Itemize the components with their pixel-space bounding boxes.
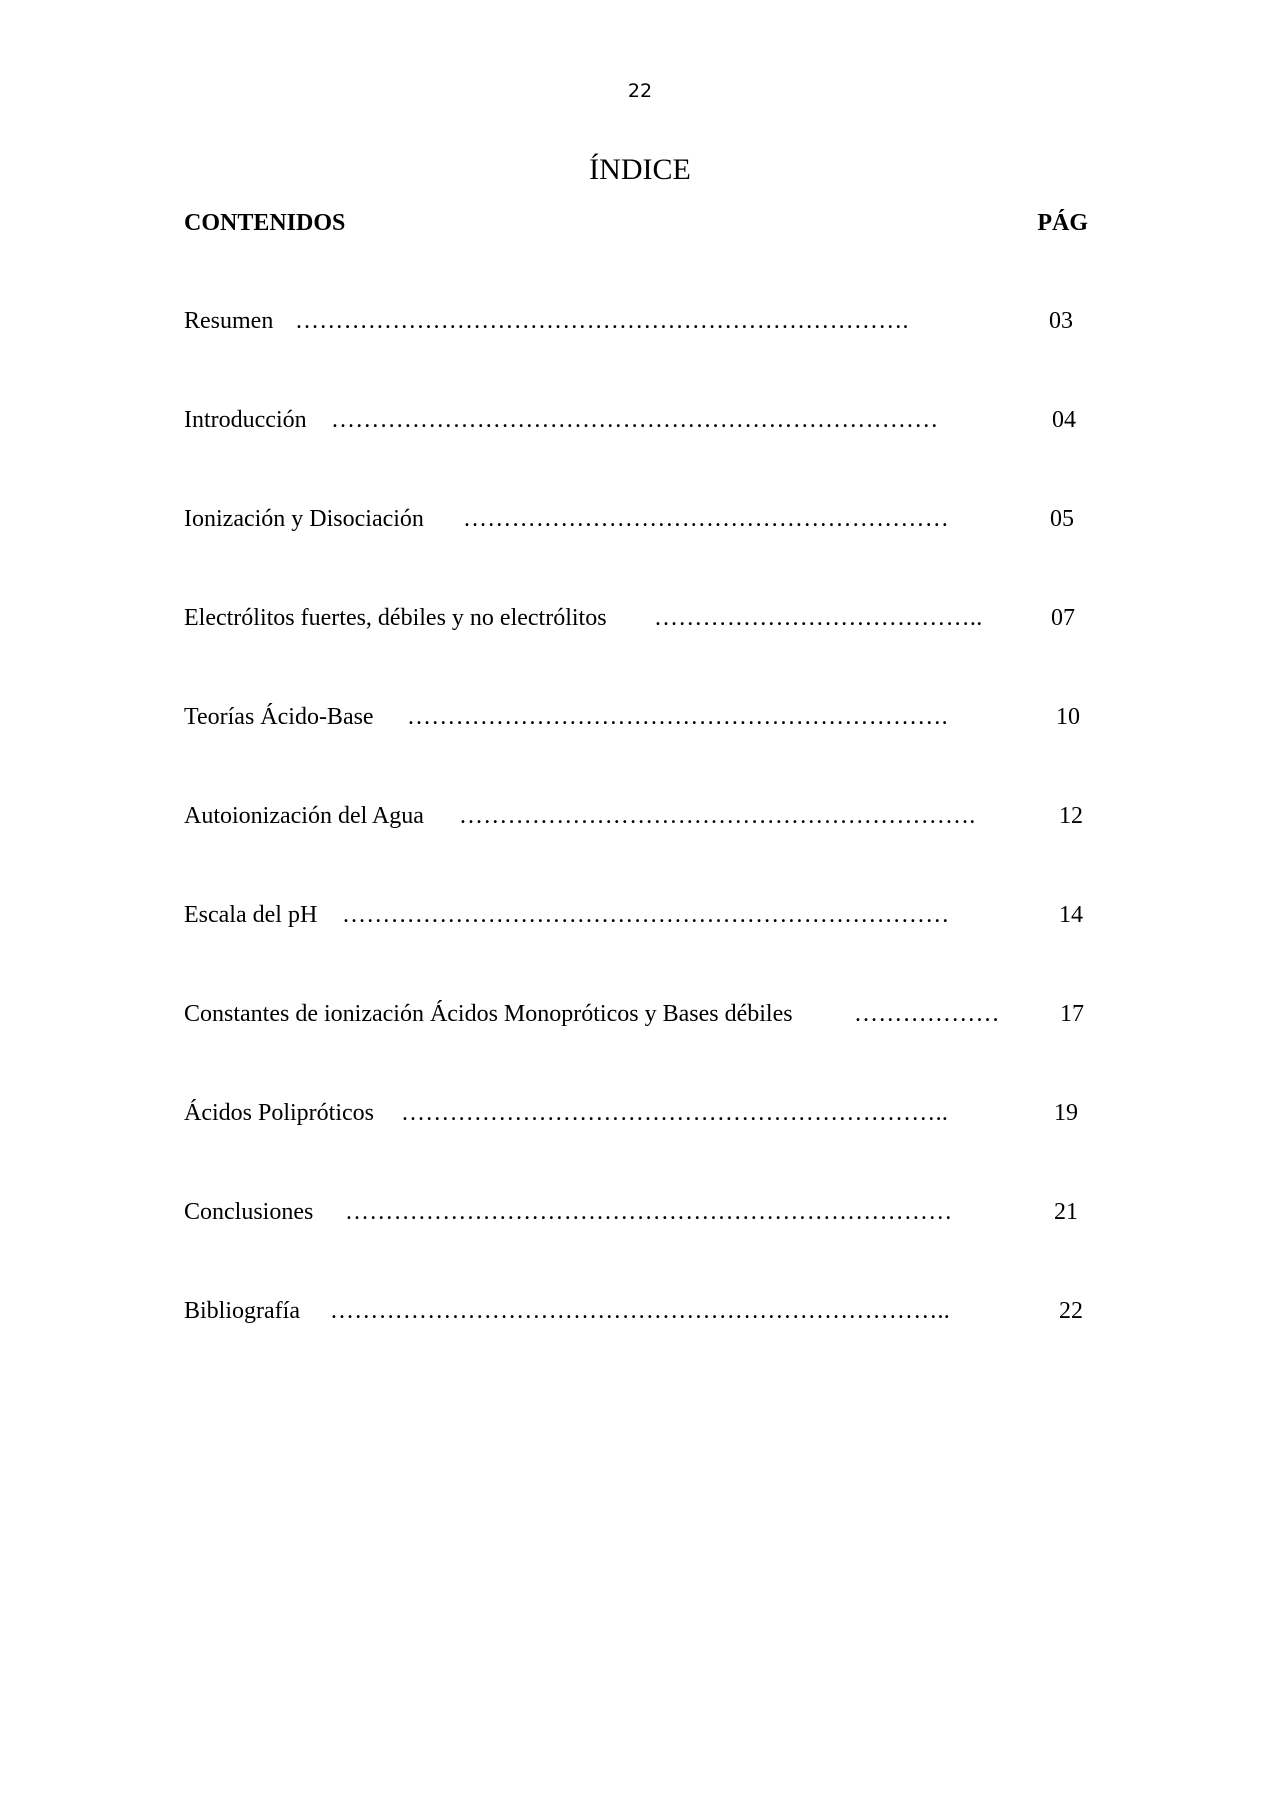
toc-entry-title: Ácidos Polipróticos bbox=[184, 1100, 374, 1126]
toc-entry bbox=[184, 994, 1088, 1093]
toc-entry-leader: ………………………………………………………….. bbox=[401, 1100, 949, 1126]
toc-entry-page: 07 bbox=[1051, 605, 1075, 631]
toc-entry-leader: ………………………………………………………………….. bbox=[330, 1298, 951, 1324]
toc-entry-leader: ………………………………………………………………… bbox=[345, 1199, 953, 1225]
toc-entry-title: Resumen bbox=[184, 308, 274, 334]
toc-entry bbox=[184, 895, 1088, 994]
toc-entry-title: Electrólitos fuertes, débiles y no electrólitos bbox=[184, 605, 607, 631]
toc-entry-leader: ………………………………….. bbox=[654, 605, 983, 631]
toc-entry-leader: ………………………………………………………. bbox=[459, 803, 976, 829]
toc-entry-leader: …………………………………………………… bbox=[463, 506, 949, 532]
toc-entry-title: Escala del pH bbox=[184, 902, 318, 928]
toc-entry-title: Bibliografía bbox=[184, 1298, 300, 1324]
page-column-header: PÁG bbox=[1037, 210, 1088, 236]
toc-entry-leader: ………………………………………………………………… bbox=[342, 902, 950, 928]
page-number: 22 bbox=[627, 80, 653, 102]
toc-entry-leader: …………………………………………………………. bbox=[407, 704, 948, 730]
toc-entry bbox=[184, 499, 1088, 598]
toc-entry bbox=[184, 1192, 1088, 1291]
toc-entry-page: 21 bbox=[1054, 1199, 1078, 1225]
toc-entry-title: Conclusiones bbox=[184, 1199, 314, 1225]
toc-entry-title: Ionización y Disociación bbox=[184, 506, 424, 532]
toc-entry-page: 22 bbox=[1059, 1298, 1083, 1324]
toc-entry-title: Constantes de ionización Ácidos Monopróticos y Bases débiles bbox=[184, 1001, 793, 1027]
table-of-contents bbox=[184, 301, 1088, 1390]
toc-entry bbox=[184, 796, 1088, 895]
page-title: ÍNDICE bbox=[589, 153, 691, 186]
toc-entry-page: 17 bbox=[1060, 1001, 1084, 1027]
toc-entry-leader: ……………… bbox=[854, 1001, 1000, 1027]
toc-entry bbox=[184, 598, 1088, 697]
toc-entry-title: Introducción bbox=[184, 407, 307, 433]
toc-entry-title: Teorías Ácido-Base bbox=[184, 704, 374, 730]
toc-entry-page: 14 bbox=[1059, 902, 1083, 928]
toc-entry bbox=[184, 301, 1088, 400]
toc-entry-leader: …………………………………………………………………. bbox=[295, 308, 909, 334]
toc-entry-leader: ………………………………………………………………… bbox=[331, 407, 939, 433]
toc-entry bbox=[184, 1291, 1088, 1390]
contents-column-header: CONTENIDOS bbox=[184, 210, 346, 236]
toc-entry-page: 10 bbox=[1056, 704, 1080, 730]
toc-entry-page: 12 bbox=[1059, 803, 1083, 829]
toc-entry-page: 03 bbox=[1049, 308, 1073, 334]
toc-entry-page: 04 bbox=[1052, 407, 1076, 433]
toc-entry-title: Autoionización del Agua bbox=[184, 803, 424, 829]
toc-entry bbox=[184, 697, 1088, 796]
toc-entry bbox=[184, 1093, 1088, 1192]
toc-entry-page: 19 bbox=[1054, 1100, 1078, 1126]
toc-entry bbox=[184, 400, 1088, 499]
toc-entry-page: 05 bbox=[1050, 506, 1074, 532]
